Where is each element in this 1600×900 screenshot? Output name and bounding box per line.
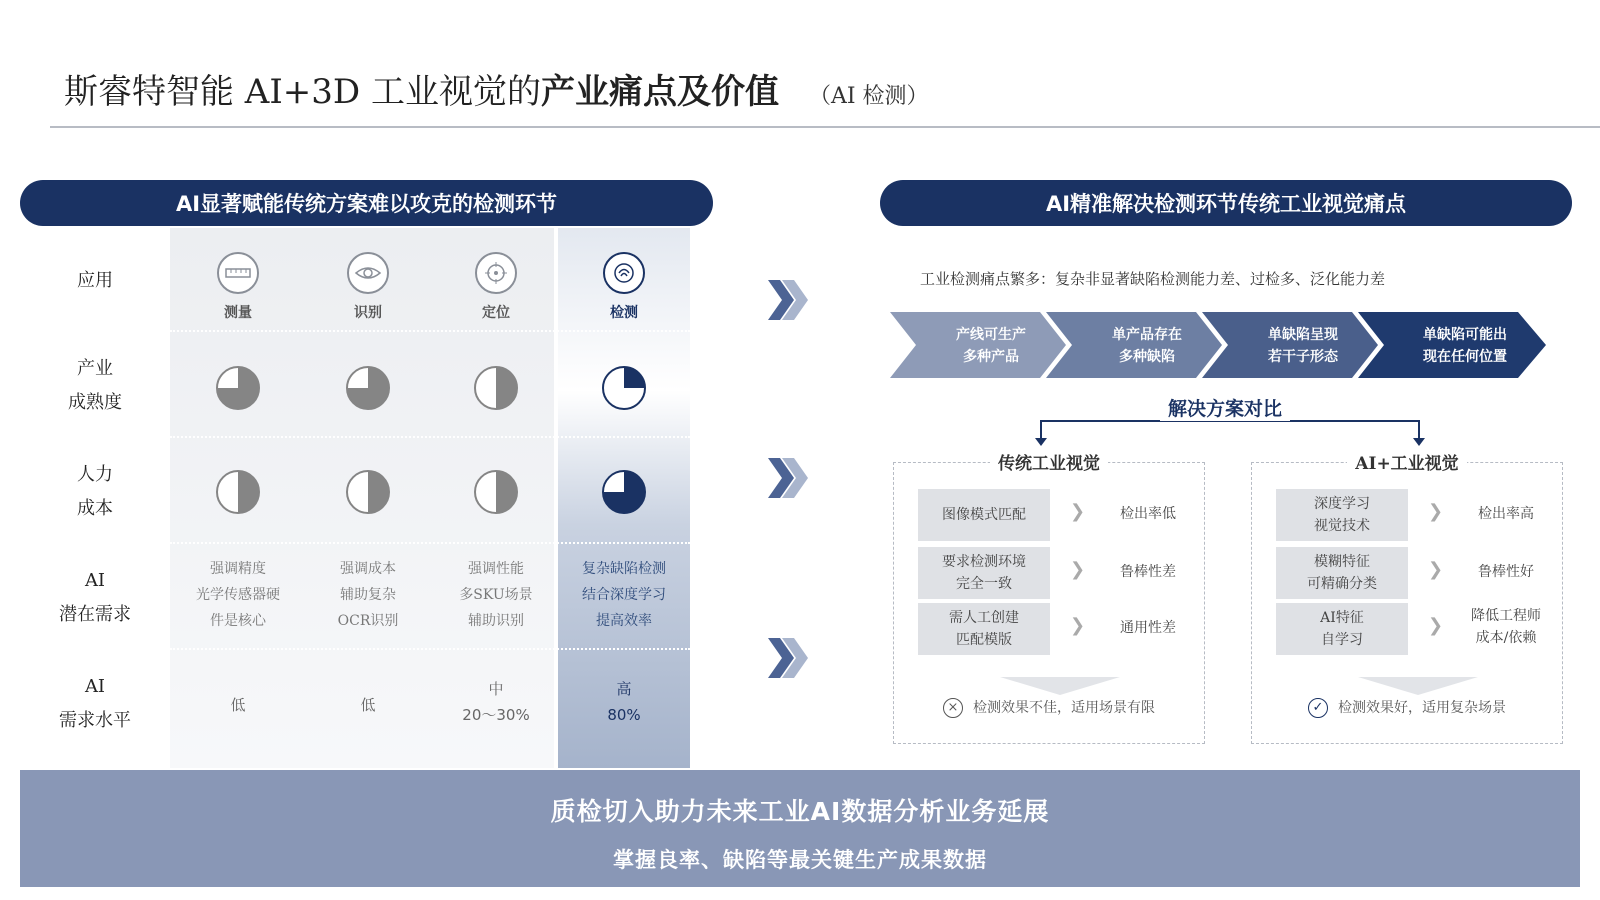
flow-label-line: 单产品存在 (1112, 327, 1182, 343)
result-text: 检测效果不佳，适用场景有限 (973, 700, 1155, 716)
row-divider (170, 330, 690, 332)
outcome-line: 成本/依赖 (1475, 630, 1537, 646)
flow-label-line: 若干子形态 (1268, 349, 1338, 365)
flow-label-line: 单缺陷呈现 (1268, 327, 1338, 343)
funnel-shape (1000, 677, 1120, 695)
method-outcome: 鲁棒性差 (1120, 564, 1176, 580)
box-title-wrap (894, 449, 1204, 474)
app-label: 测量 (224, 305, 252, 321)
need-line: 多SKU场景 (459, 587, 533, 603)
title-divider (50, 126, 1600, 128)
arrow-down-icon (1413, 438, 1425, 446)
flow-label-line: 产线可生产 (956, 327, 1026, 343)
outcome-line: 鲁棒性好 (1478, 564, 1534, 580)
title-main: 斯睿特智能 AI+3D 工业视觉的 (64, 72, 541, 112)
chevron-right-icon (766, 454, 810, 502)
app-label: 识别 (354, 305, 382, 321)
need-line: 强调精度 (210, 561, 266, 577)
chevron-right-icon: ❯ (1428, 559, 1444, 580)
box-title-wrap (1252, 449, 1562, 474)
row-label-need (20, 564, 170, 632)
chevron-right-icon: ❯ (1070, 501, 1086, 522)
need-line: 件是核心 (210, 613, 266, 629)
maturity-cell (302, 366, 434, 410)
method-line: 图像模式匹配 (942, 507, 1026, 523)
flow-label (1390, 324, 1540, 368)
maturity-pie (216, 366, 260, 410)
level-value: 中 (488, 680, 504, 698)
row-label-level (20, 670, 170, 738)
method-item (918, 489, 1050, 541)
row-label-line: AI (84, 676, 106, 697)
method-item (918, 603, 1050, 655)
row-label-line: 成本 (77, 498, 113, 519)
need-line: 强调性能 (468, 561, 524, 577)
right-header: AI精准解决检测环节传统工业视觉痛点 (880, 180, 1572, 226)
crosshair-icon (475, 252, 517, 294)
maturity-cell (430, 366, 562, 410)
chevron-right-icon: ❯ (1428, 501, 1444, 522)
method-outcome: 通用性差 (1120, 620, 1176, 636)
method-line: 自学习 (1320, 632, 1363, 648)
need-line: 复杂缺陷检测 (582, 561, 666, 577)
row-label-line: 成熟度 (68, 392, 122, 413)
chevron-right-icon (766, 276, 810, 324)
method-item (1276, 489, 1408, 541)
eye-icon (347, 252, 389, 294)
title-bold: 产业痛点及价值 (540, 72, 779, 112)
method-item (1276, 603, 1408, 655)
need-line: OCR识别 (337, 613, 399, 629)
ai-box (1251, 454, 1563, 744)
need-cell (558, 556, 690, 634)
maturity-cell (558, 366, 690, 410)
row-label-line: 潜在需求 (59, 604, 131, 625)
level-cell (302, 692, 434, 718)
method-outcome (1456, 503, 1556, 525)
level-cell (558, 676, 690, 728)
need-line: 强调成本 (340, 561, 396, 577)
method-outcome: 检出率低 (1120, 506, 1176, 522)
row-label-line: 产业 (77, 358, 113, 379)
need-line: 提高效率 (596, 613, 652, 629)
labor-cell (430, 470, 562, 514)
level-value: 20～30% (462, 706, 530, 724)
banner-line-1: 质检切入助力未来工业AI数据分析业务延展 (550, 797, 1050, 826)
labor-pie (346, 470, 390, 514)
flow-label-line: 单缺陷可能出 (1423, 327, 1507, 343)
chevron-right-icon (766, 634, 810, 682)
pain-points-text: 工业检测痛点繁多：复杂非显著缺陷检测能力差、过检多、泛化能力差 (920, 270, 1386, 288)
row-label-labor (20, 458, 170, 526)
app-label: 检测 (610, 305, 638, 321)
row-label-app: 应用 (77, 270, 113, 291)
need-line: 辅助识别 (468, 613, 524, 629)
need-line: 辅助复杂 (340, 587, 396, 603)
method-line: 可精确分类 (1307, 576, 1377, 592)
traditional-box (893, 454, 1205, 744)
method-line: 完全一致 (956, 576, 1012, 592)
ruler-icon (217, 252, 259, 294)
row-label-line: AI (84, 570, 106, 591)
app-label: 定位 (482, 305, 510, 321)
need-line: 光学传感器硬 (196, 587, 280, 603)
maturity-pie (474, 366, 518, 410)
method-line: AI特征 (1320, 610, 1364, 626)
flow-label (916, 324, 1066, 368)
app-locate (430, 252, 562, 322)
level-value: 80% (607, 706, 641, 724)
flow-label (1228, 324, 1378, 368)
arrow-down-icon (1035, 438, 1047, 446)
level-value: 低 (360, 696, 376, 714)
row-divider (170, 436, 690, 438)
level-cell (430, 676, 562, 728)
need-cell (172, 556, 304, 634)
labor-pie (602, 470, 646, 514)
close-circle-icon: × (943, 698, 963, 718)
page-title (64, 64, 929, 113)
app-measure (172, 252, 304, 322)
labor-pie (216, 470, 260, 514)
need-line: 结合深度学习 (582, 587, 666, 603)
maturity-pie (346, 366, 390, 410)
flow-label (1072, 324, 1222, 368)
flow-label-line: 多种缺陷 (1119, 349, 1175, 365)
level-value: 高 (616, 680, 632, 698)
result-line (1252, 697, 1562, 718)
method-line: 要求检测环境 (942, 554, 1026, 570)
box-title: AI+工业视觉 (1347, 454, 1466, 474)
outcome-line: 降低工程师 (1471, 608, 1541, 624)
chevron-right-icon: ❯ (1070, 559, 1086, 580)
left-header: AI显著赋能传统方案难以攻克的检测环节 (20, 180, 713, 226)
labor-cell (302, 470, 434, 514)
method-item (918, 547, 1050, 599)
app-identify (302, 252, 434, 322)
compare-title: 解决方案对比 (1160, 394, 1290, 421)
method-line: 匹配模版 (956, 632, 1012, 648)
funnel-shape (1358, 677, 1478, 695)
app-detect (558, 252, 690, 322)
labor-cell (172, 470, 304, 514)
chevron-right-icon: ❯ (1070, 615, 1086, 636)
method-line: 需人工创建 (949, 610, 1019, 626)
method-item (1276, 547, 1408, 599)
level-cell (172, 692, 304, 718)
labor-cell (558, 470, 690, 514)
banner-line-2: 掌握良率、缺陷等最关键生产成果数据 (613, 848, 987, 872)
maturity-cell (172, 366, 304, 410)
application-table (20, 228, 694, 768)
scan-icon (603, 252, 645, 294)
bottom-banner (20, 770, 1580, 887)
maturity-pie (602, 366, 646, 410)
row-divider (170, 542, 690, 544)
result-line (894, 697, 1204, 718)
row-divider (170, 648, 690, 650)
method-outcome (1456, 605, 1556, 649)
row-label-line: 需求水平 (59, 710, 131, 731)
labor-pie (474, 470, 518, 514)
method-outcome (1456, 561, 1556, 583)
method-line: 模糊特征 (1314, 554, 1370, 570)
check-circle-icon: ✓ (1308, 698, 1328, 718)
title-sub: （AI 检测） (808, 84, 929, 109)
need-cell (430, 556, 562, 634)
method-line: 深度学习 (1314, 496, 1370, 512)
box-title: 传统工业视觉 (990, 454, 1108, 474)
method-line: 视觉技术 (1314, 518, 1370, 534)
chevron-right-icon: ❯ (1428, 615, 1444, 636)
flow-label-line: 多种产品 (963, 349, 1019, 365)
flow-label-line: 现在任何位置 (1423, 349, 1507, 365)
row-label-maturity (20, 352, 170, 420)
need-cell (302, 556, 434, 634)
outcome-line: 检出率高 (1478, 506, 1534, 522)
row-label-line: 人力 (77, 464, 113, 485)
level-value: 低 (230, 696, 246, 714)
result-text: 检测效果好，适用复杂场景 (1338, 700, 1506, 716)
